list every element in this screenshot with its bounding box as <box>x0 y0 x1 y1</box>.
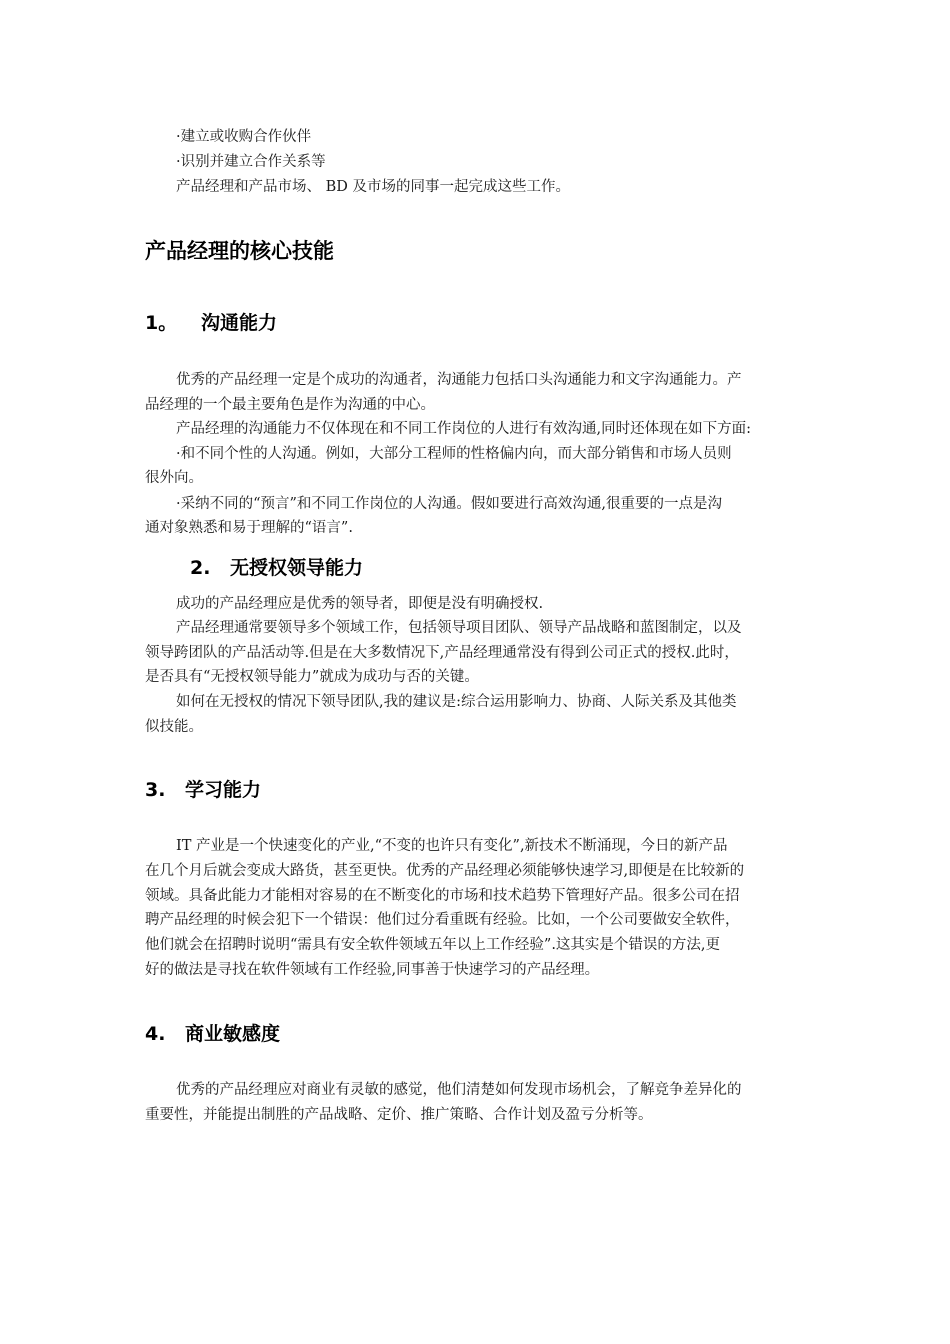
paragraph-line: 好的做法是寻找在软件领域有工作经验,同事善于快速学习的产品经理。 <box>145 962 600 978</box>
paragraph-line: 他们就会在招聘时说明“需具有安全软件领域五年以上工作经验”.这其实是个错误的方法,更 <box>145 937 721 953</box>
heading-number: 2. <box>190 557 211 579</box>
paragraph-line: 似技能。 <box>145 719 203 735</box>
heading-leadership <box>190 553 363 580</box>
paragraph-line: 成功的产品经理应是优秀的领导者，即便是没有明确授权. <box>176 596 544 612</box>
bullet-identify-partners: ·识别并建立合作关系等 <box>176 154 326 170</box>
heading-learning <box>145 775 261 802</box>
heading-text: 无授权领导能力 <box>230 557 364 579</box>
heading-communication <box>145 308 277 335</box>
paragraph-line: 在几个月后就会变成大路货，甚至更快。优秀的产品经理必须能够快速学习,即便是在比较新的 <box>145 863 745 879</box>
section-title: 产品经理的核心技能 <box>145 239 334 263</box>
paragraph-line: 是否具有“无授权领导能力”就成为成功与否的关键。 <box>145 669 479 685</box>
paragraph-line: 很外向。 <box>145 470 203 486</box>
paragraph-line: IT 产业是一个快速变化的产业,“不变的也许只有变化”,新技术不断涌现，今日的新产品 <box>176 838 728 854</box>
heading-number: 1。 <box>145 312 178 334</box>
intro-closing: 产品经理和产品市场、 BD 及市场的同事一起完成这些工作。 <box>176 179 570 195</box>
heading-business-sense <box>145 1019 280 1046</box>
paragraph-line: 领导跨团队的产品活动等.但是在大多数情况下,产品经理通常没有得到公司正式的授权.此时， <box>145 645 739 661</box>
paragraph-line: 产品经理通常要领导多个领域工作，包括领导项目团队、领导产品战略和蓝图制定，以及 <box>176 620 742 636</box>
paragraph-line: ·和不同个性的人沟通。例如，大部分工程师的性格偏内向，而大部分销售和市场人员则 <box>176 446 732 462</box>
paragraph-line: 如何在无授权的情况下领导团队,我的建议是:综合运用影响力、协商、人际关系及其他类 <box>176 694 737 710</box>
paragraph-line: 通对象熟悉和易于理解的“语言”. <box>145 520 353 536</box>
heading-number: 4. <box>145 1023 166 1045</box>
paragraph-line: ·采纳不同的“预言”和不同工作岗位的人沟通。假如要进行高效沟通,很重要的一点是沟 <box>176 496 723 512</box>
paragraph-line: 优秀的产品经理一定是个成功的沟通者，沟通能力包括口头沟通能力和文字沟通能力。产 <box>176 372 742 388</box>
paragraph-line: 聘产品经理的时候会犯下一个错误：他们过分看重既有经验。比如，一个公司要做安全软件， <box>145 912 740 928</box>
heading-text: 学习能力 <box>185 779 262 801</box>
paragraph-line: 品经理的一个最主要角色是作为沟通的中心。 <box>145 397 435 413</box>
heading-number: 3. <box>145 779 166 801</box>
paragraph-line: 优秀的产品经理应对商业有灵敏的感觉，他们清楚如何发现市场机会，了解竞争差异化的 <box>176 1082 742 1098</box>
paragraph-line: 产品经理的沟通能力不仅体现在和不同工作岗位的人进行有效沟通,同时还体现在如下方面: <box>176 421 751 437</box>
heading-text: 沟通能力 <box>201 312 278 334</box>
paragraph-line: 重要性，并能提出制胜的产品战略、定价、推广策略、合作计划及盈亏分析等。 <box>145 1107 653 1123</box>
paragraph-line: 领域。具备此能力才能相对容易的在不断变化的市场和技术趋势下管理好产品。很多公司在招 <box>145 888 740 904</box>
bullet-partnership: ·建立或收购合作伙伴 <box>176 129 312 145</box>
heading-text: 商业敏感度 <box>185 1023 281 1045</box>
